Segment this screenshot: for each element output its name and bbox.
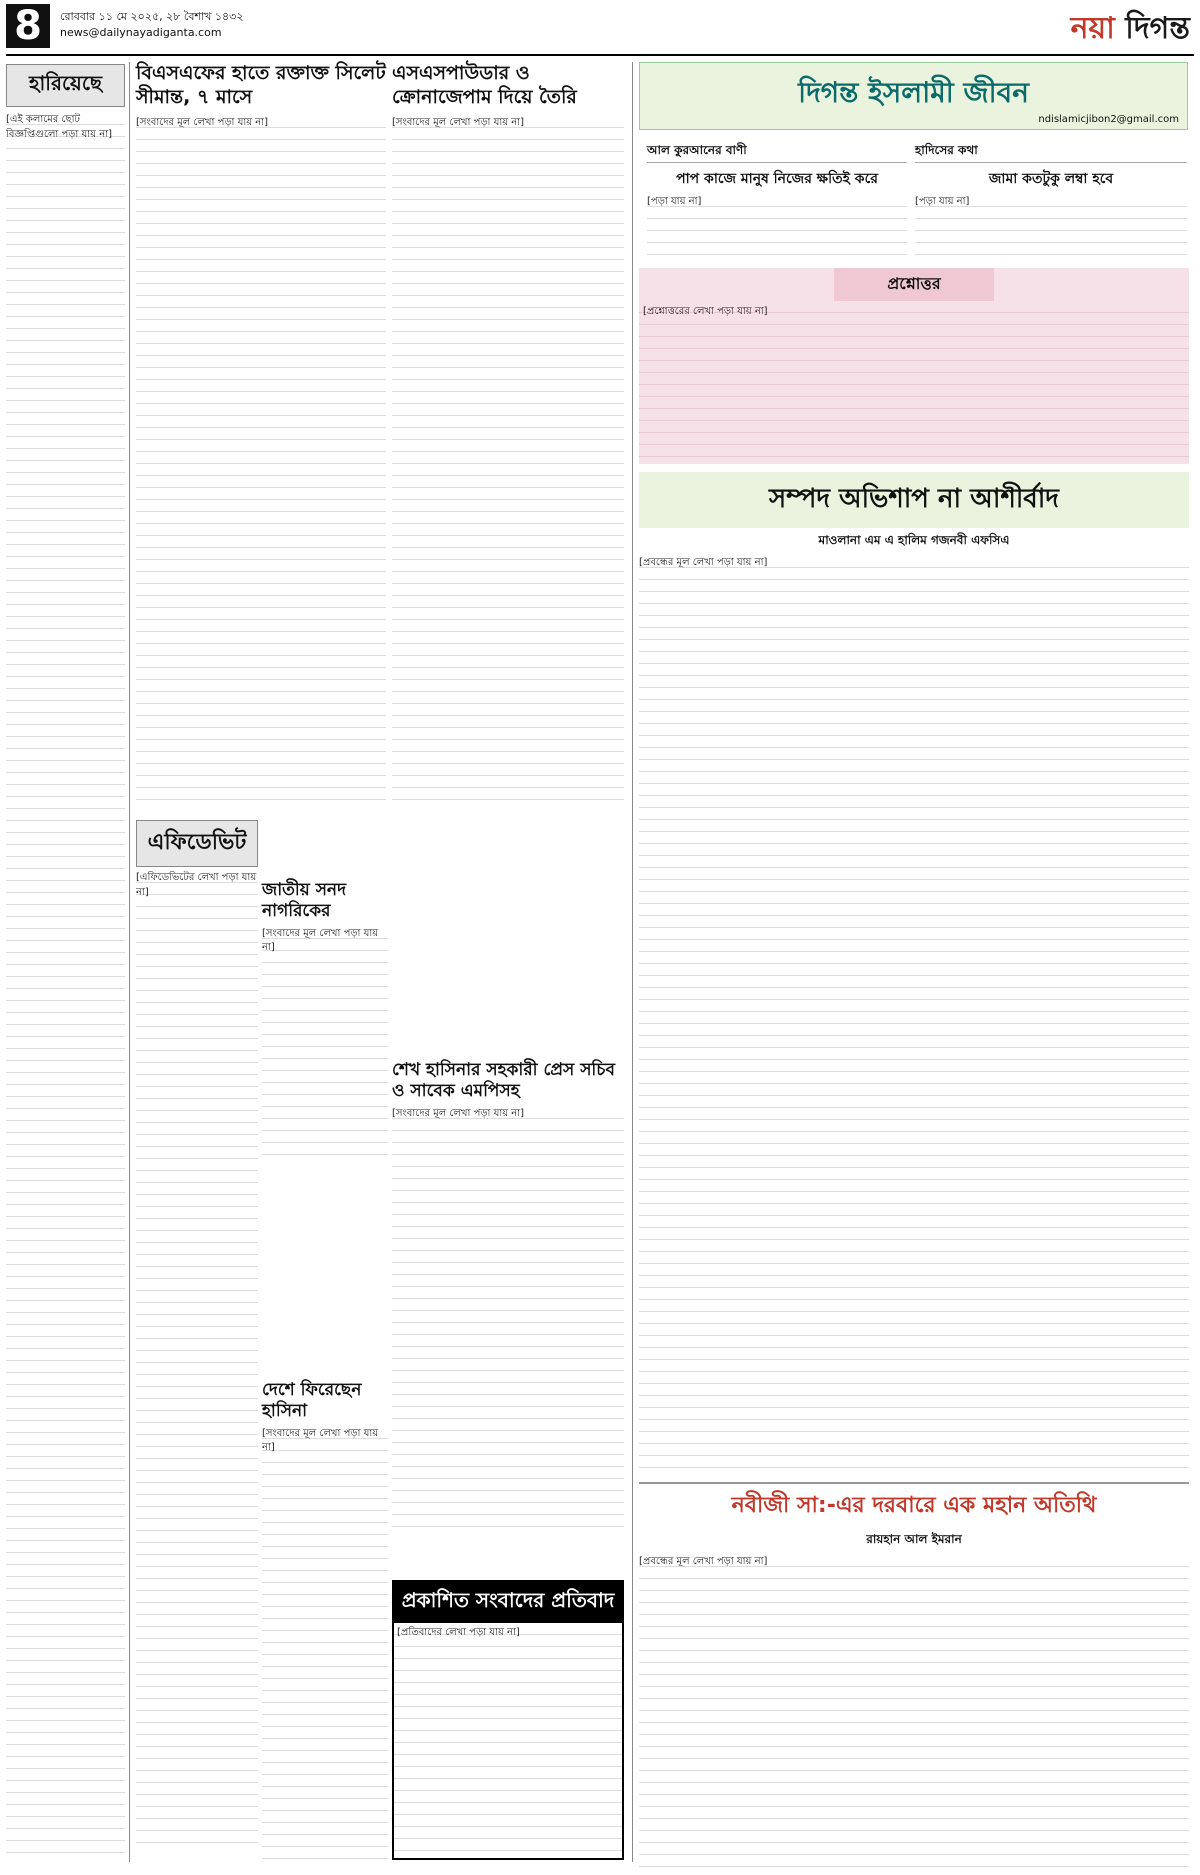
- hadith-body: [পড়া যায় না]: [915, 195, 1187, 261]
- lost-notices-column: [6, 62, 130, 1862]
- affidavit-title: এফিডেভিট: [136, 820, 258, 867]
- story5-headline: দেশে ফিরেছেন হাসিনা: [262, 1380, 362, 1422]
- qa-title: প্রশ্নোত্তর: [834, 268, 994, 301]
- lost-column-body: [এই কলামের ছোট বিজ্ঞপ্তিগুলো পড়া যায় না]: [6, 113, 125, 1853]
- story2-headline: এসএসপাউডার ও ক্রোনাজেপাম দিয়ে তৈরি: [392, 62, 577, 108]
- story-hasina-returns: [262, 1380, 388, 1860]
- affidavit-section: [136, 820, 258, 1860]
- article2-headline: নবীজী সা:-এর দরবারে এক মহান অতিথি: [639, 1482, 1189, 1529]
- masthead-email: news@dailynayadiganta.com: [60, 26, 222, 39]
- hadith-box: [915, 142, 1187, 260]
- hadith-title: জামা কতটুকু লম্বা হবে: [988, 171, 1114, 187]
- article2-byline: রায়হান আল ইমরান: [866, 1532, 962, 1546]
- quran-title: পাপ কাজে মানুষ নিজের ক্ষতিই করে: [676, 171, 878, 187]
- article1-body: [প্রবন্ধের মূল লেখা পড়া যায় না]: [639, 556, 1189, 1476]
- islamic-email: ndislamicjibon2@gmail.com: [1038, 114, 1179, 125]
- logo-part-a: নয়া: [1070, 11, 1115, 46]
- protest-notice: [392, 1580, 624, 1860]
- protest-body: [প্রতিবাদের লেখা পড়া যায় না]: [394, 1623, 622, 1857]
- islamic-banner-title: দিগন্ত ইসলামী জীবন: [798, 76, 1029, 109]
- story-press-secretary: [392, 1060, 624, 1540]
- article-wealth: [639, 472, 1189, 1472]
- article2-body: [প্রবন্ধের মূল লেখা পড়া যায় না]: [639, 1555, 1189, 1875]
- qa-body: [প্রশ্নোত্তরের লেখা পড়া যায় না]: [639, 301, 1189, 461]
- story2-body: [সংবাদের মূল লেখা পড়া যায় না]: [392, 116, 624, 806]
- story4-body: [সংবাদের মূল লেখা পড়া যায় না]: [392, 1107, 624, 1537]
- story1-body: [সংবাদের মূল লেখা পড়া যায় না]: [136, 116, 386, 806]
- article1-headline: সম্পদ অভিশাপ না আশীর্বাদ: [639, 472, 1189, 528]
- quran-body: [পড়া যায় না]: [647, 195, 907, 261]
- story5-body: [সংবাদের মূল লেখা পড়া যায় না]: [262, 1427, 388, 1867]
- story-national-charter: [262, 880, 388, 1170]
- page-number: 8: [6, 4, 50, 48]
- story-drug: [392, 62, 624, 817]
- story-sylhet-border: [136, 62, 386, 817]
- lost-column-title: হারিয়েছে: [6, 64, 125, 107]
- logo-part-b: দিগন্ত: [1114, 11, 1190, 46]
- article-guest: [639, 1482, 1189, 1860]
- dateline: রোববার ১১ মে ২০২৫, ২৮ বৈশাখ ১৪৩২: [60, 10, 244, 23]
- qa-box: [639, 268, 1189, 464]
- hadith-label: হাদিসের কথা: [915, 142, 1187, 163]
- story1-headline: বিএসএফের হাতে রক্তাক্ত সিলেট সীমান্ত, ৭ মাসে: [136, 62, 386, 108]
- article1-byline: মাওলানা এম এ হালিম গজনবী এফসিএ: [818, 533, 1010, 547]
- islamic-life-section: [632, 62, 1194, 1862]
- story3-body: [সংবাদের মূল লেখা পড়া যায় না]: [262, 927, 388, 1157]
- story3-headline: জাতীয় সনদ নাগরিকের: [262, 880, 346, 922]
- affidavit-body: [এফিডেভিটের লেখা পড়া যায় না]: [136, 871, 258, 1851]
- islamic-banner: [639, 62, 1188, 130]
- protest-title: প্রকাশিত সংবাদের প্রতিবাদ: [394, 1582, 622, 1623]
- newspaper-logo: [1071, 4, 1190, 55]
- quran-box: [647, 142, 907, 260]
- masthead-rule: [6, 54, 1194, 56]
- story4-headline: শেখ হাসিনার সহকারী প্রেস সচিব ও সাবেক এমপিসহ: [392, 1060, 615, 1102]
- quran-label: আল কুরআনের বাণী: [647, 142, 907, 163]
